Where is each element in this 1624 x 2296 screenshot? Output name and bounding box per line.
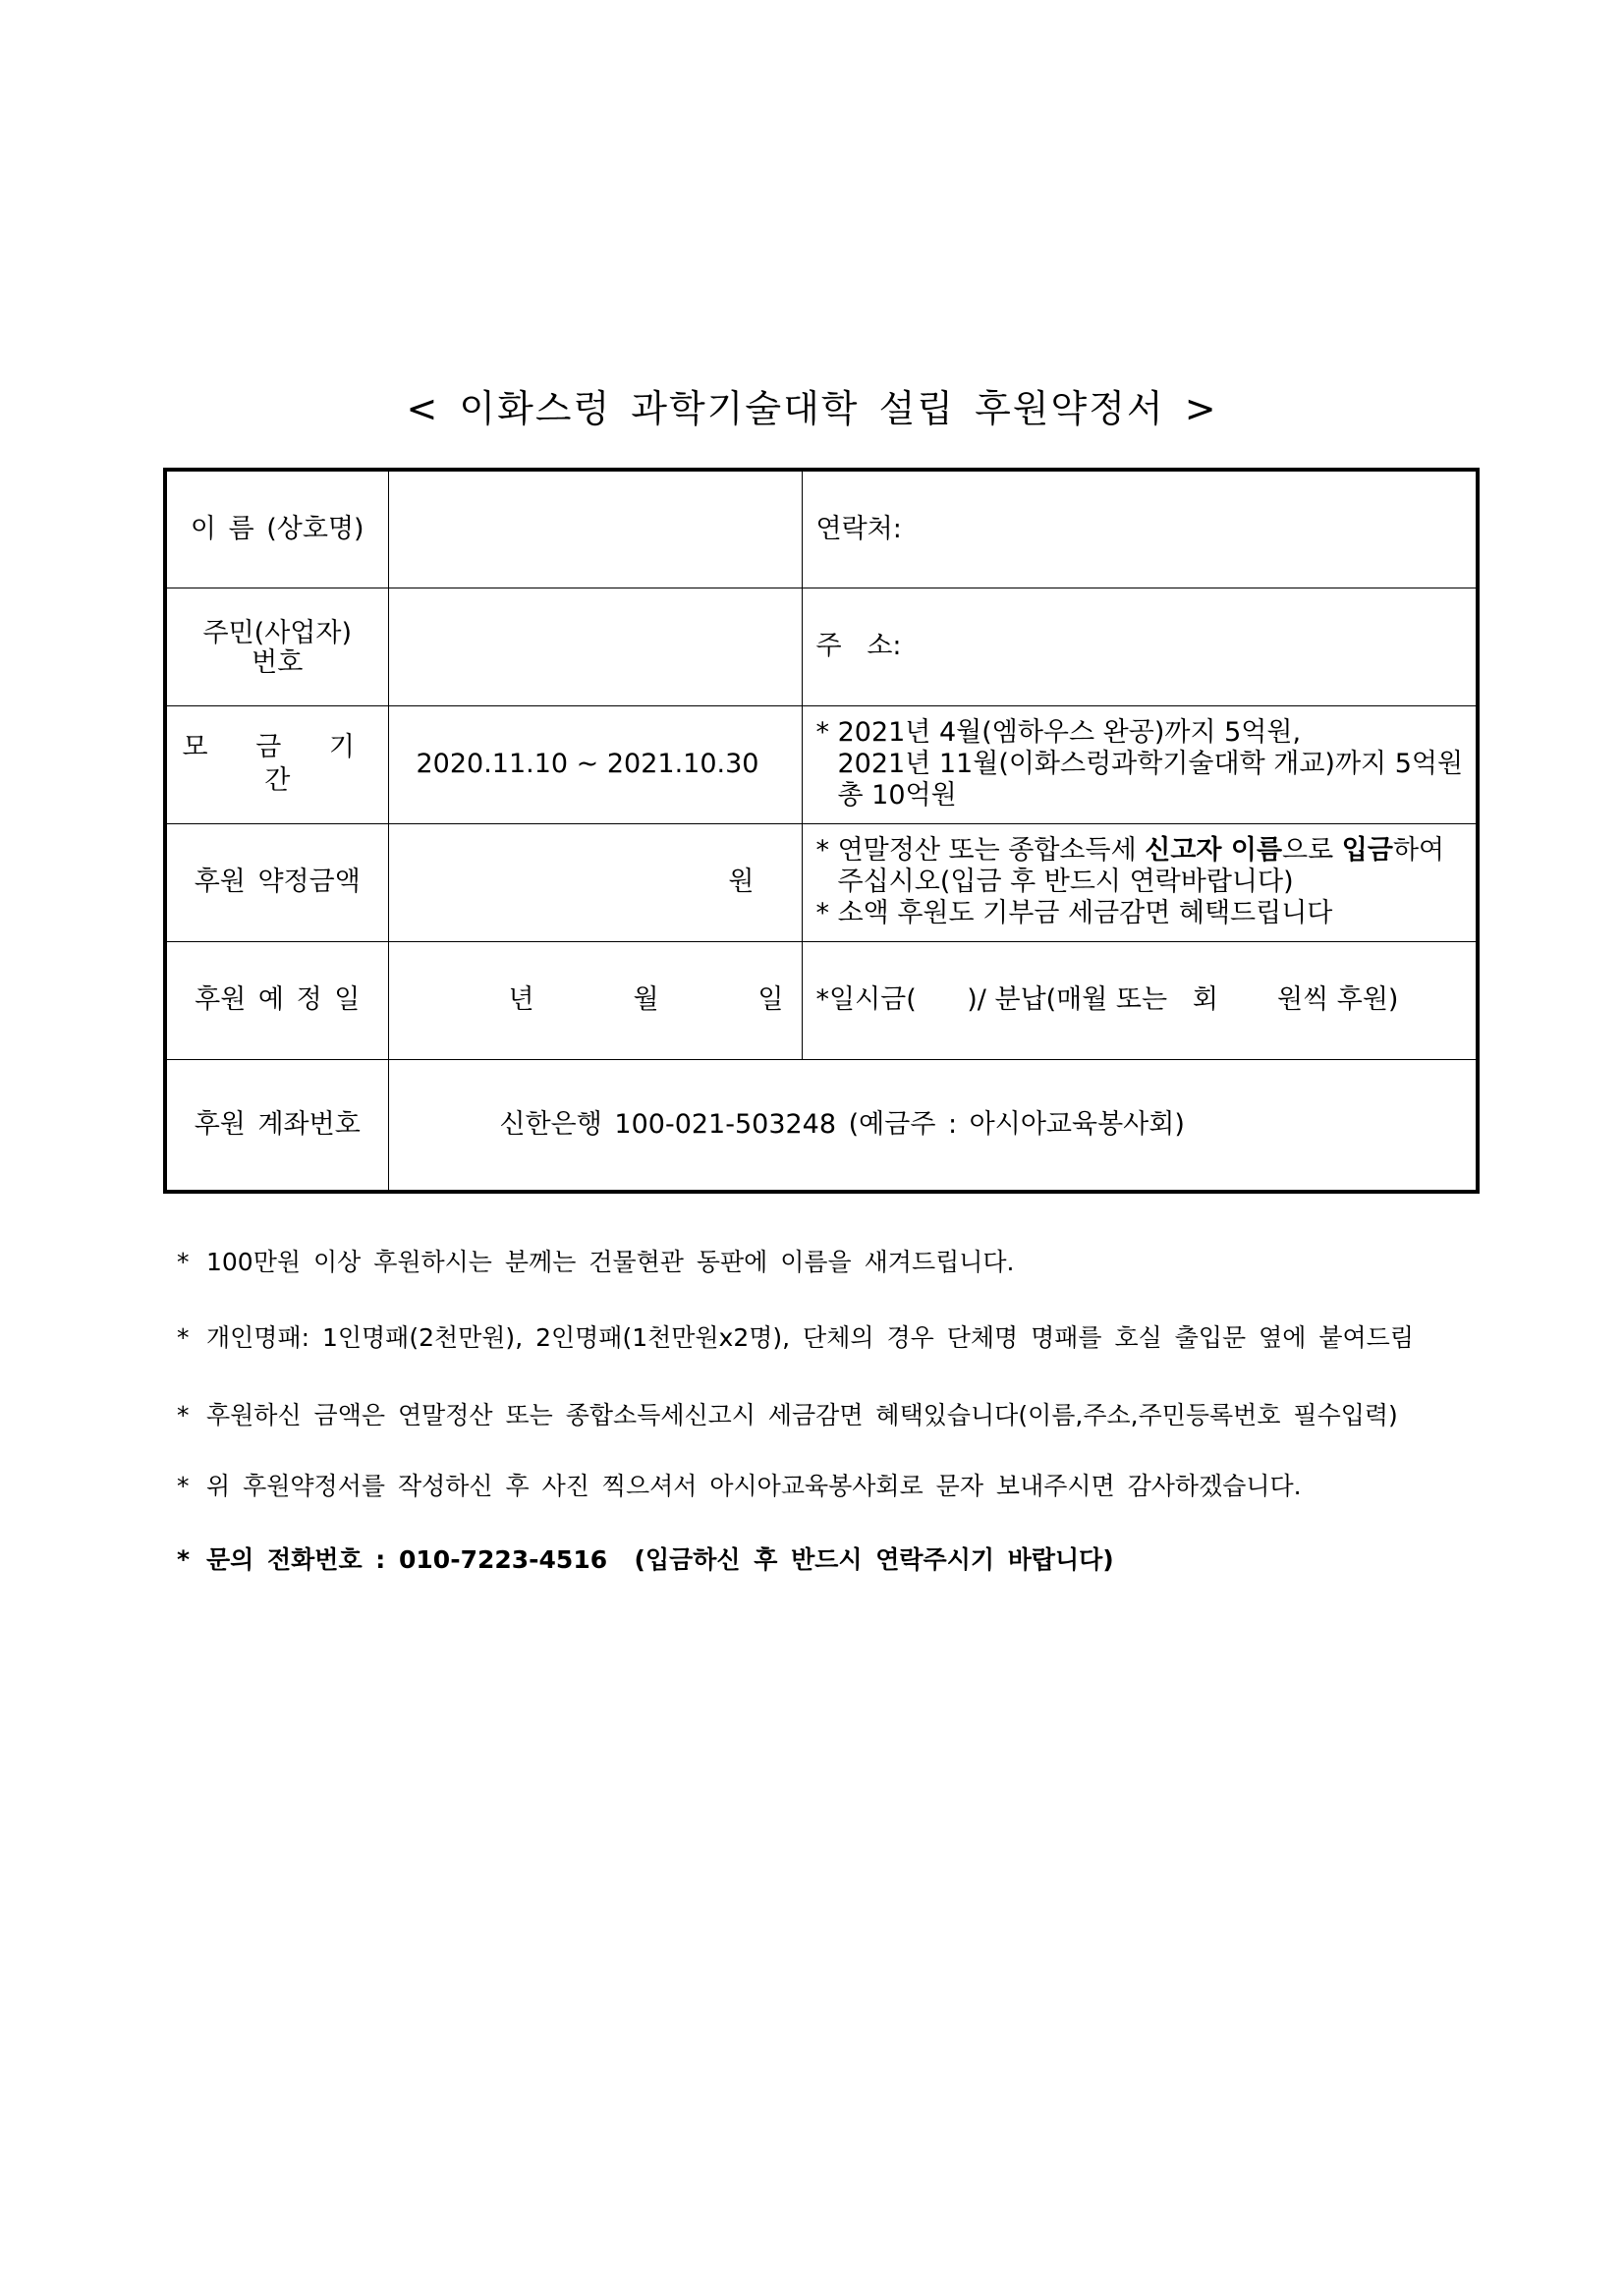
note-marker: *	[177, 1401, 190, 1429]
note-marker: *	[177, 1545, 191, 1574]
note-marker: *	[177, 1248, 190, 1276]
contact-label: 연락처:	[815, 513, 902, 544]
note-item-contact: * 문의 전화번호 : 010-7223-4516 (입금하신 후 반드시 연락주시기 바랍니다)	[177, 1545, 1114, 1574]
account-label: 후원 계좌번호	[165, 1059, 388, 1192]
pledge-amount-label: 후원 약정금액	[165, 823, 388, 941]
row-pledge-amount	[165, 823, 1478, 941]
name-label: 이 름 (상호명)	[165, 470, 388, 588]
day-unit: 일	[757, 984, 784, 1015]
pledge-form-table	[163, 468, 1480, 1194]
pledge-info-line2: 주십시오(입금 후 반드시 연락바랍니다)	[837, 867, 1294, 897]
period-info-line2: 2021년 11월(이화스렁과학기술대학 개교)까지 5억원	[837, 749, 1464, 779]
note-marker: *	[177, 1323, 190, 1352]
id-number-label	[165, 588, 388, 705]
row-account	[165, 1059, 1478, 1192]
currency-unit: 원	[728, 867, 755, 897]
row-period	[165, 705, 1478, 823]
pledge-info	[802, 823, 1478, 941]
note-marker: *	[177, 1472, 190, 1500]
address-field[interactable]	[802, 588, 1478, 705]
contact-field[interactable]	[802, 470, 1478, 588]
row-name	[165, 470, 1478, 588]
note-item: * 개인명패: 1인명패(2천만원), 2인명패(1천만원x2명), 단체의 경우 단체명 명패를 호실 출입문 옆에 붙여드림	[177, 1323, 1414, 1352]
period-label: 모 금 기 간	[165, 705, 388, 823]
schedule-date-field[interactable]	[388, 941, 802, 1059]
payment-method[interactable]: *일시금( )/ 분납(매월 또는 회 원씩 후원)	[802, 941, 1478, 1059]
schedule-label: 후원 예 정 일	[165, 941, 388, 1059]
period-info-line3: 총 10억원	[837, 780, 957, 811]
row-id-number	[165, 588, 1478, 705]
year-unit: 년	[508, 984, 534, 1015]
id-number-label-line2: 번호	[252, 647, 304, 678]
pledge-info-line3: * 소액 후원도 기부금 세금감면 혜택드립니다	[815, 898, 1333, 928]
id-number-label-line1: 주민(사업자)	[202, 618, 352, 648]
pledge-amount-field[interactable]	[388, 823, 802, 941]
note-item: * 후원하신 금액은 연말정산 또는 종합소득세신고시 세금감면 혜택있습니다(이름,주소,주민등록번호 필수입력)	[177, 1401, 1398, 1429]
address-label: 주 소:	[815, 631, 902, 661]
pledge-info-line1: * 연말정산 또는 종합소득세 신고자 이름으로 입금하여	[815, 835, 1445, 866]
page-title: < 이화스렁 과학기술대학 설립 후원약정서 >	[406, 387, 1218, 430]
account-number: 신한은행 100-021-503248 (예금주 : 아시아교육봉사회)	[388, 1059, 1478, 1192]
month-unit: 월	[633, 984, 659, 1015]
name-field[interactable]	[388, 470, 802, 588]
note-item: * 100만원 이상 후원하시는 분께는 건물현관 동판에 이름을 새겨드립니다.	[177, 1248, 1015, 1276]
period-info-line1: * 2021년 4월(엠하우스 완공)까지 5억원,	[815, 717, 1302, 748]
note-item: * 위 후원약정서를 작성하신 후 사진 찍으셔서 아시아교육봉사회로 문자 보내주시면 감사하겠습니다.	[177, 1472, 1302, 1500]
id-number-field[interactable]	[388, 588, 802, 705]
period-info	[802, 705, 1478, 823]
period-value: 2020.11.10 ~ 2021.10.30	[388, 705, 802, 823]
row-schedule	[165, 941, 1478, 1059]
